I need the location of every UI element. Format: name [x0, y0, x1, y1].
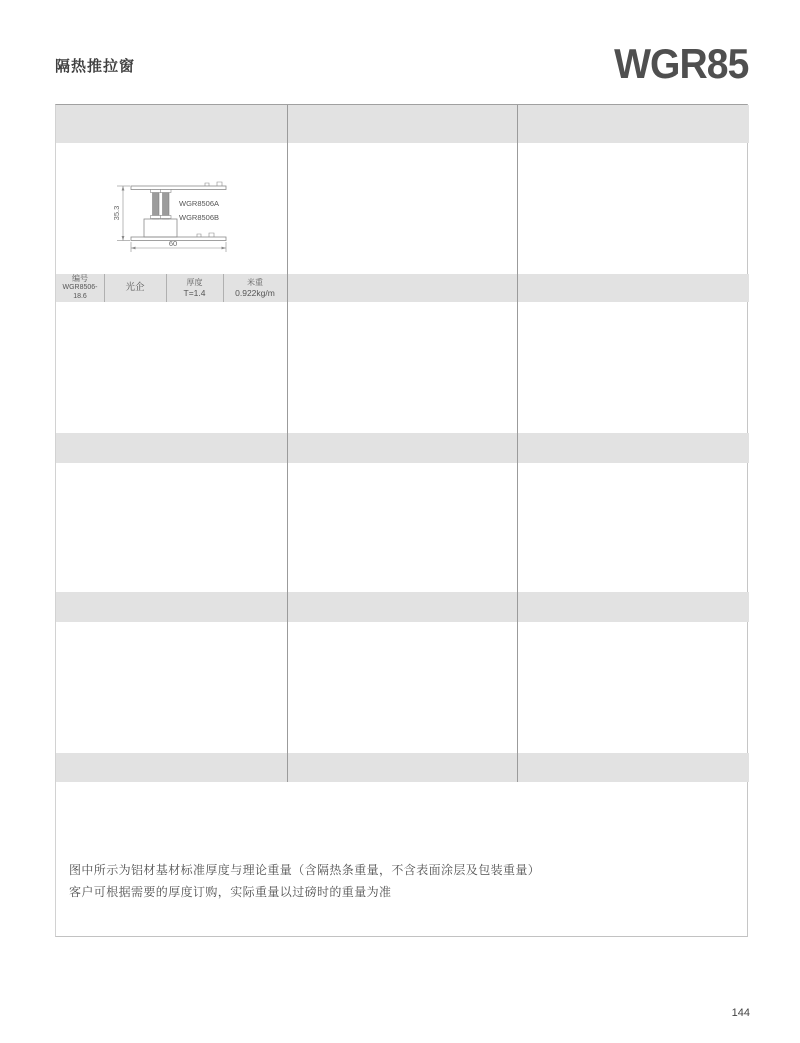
table-notes [69, 859, 689, 903]
section-band-3 [56, 592, 749, 622]
type-value: 光企 [125, 282, 145, 294]
spec-cell-divider-2 [166, 274, 167, 302]
spec-row [56, 274, 287, 302]
column-divider-1 [287, 105, 288, 782]
table-header-band [56, 105, 749, 143]
width-dimension-label: 60 [168, 239, 178, 248]
width-dimension [131, 242, 226, 252]
code-value: WGR8506-18.6 [62, 284, 98, 300]
code-label: 编号 [72, 274, 88, 284]
spec-cell-weight [223, 274, 287, 302]
thermal-break-strips [151, 190, 172, 220]
spec-cell-code [56, 274, 104, 302]
column-divider-2 [517, 105, 518, 782]
page-number: 144 [731, 1007, 750, 1019]
thickness-label: 厚度 [186, 277, 203, 287]
thickness-value: T=1.4 [183, 287, 206, 298]
weight-value: 0.922kg/m [235, 287, 275, 298]
page-title: 隔热推拉窗 [55, 58, 136, 75]
profile-cross-section-drawing [101, 173, 251, 263]
height-dimension-label: 35.3 [112, 205, 121, 221]
note-line-2: 客户可根据需要的厚度订购，实际重量以过磅时的重量为准 [69, 885, 392, 899]
spec-table [55, 104, 748, 937]
section-band-4 [56, 753, 749, 782]
spec-cell-thickness [166, 274, 223, 302]
profile-label-bottom: WGR8506B [179, 213, 220, 222]
section-band-2 [56, 433, 749, 463]
spec-cell-divider-3 [223, 274, 224, 302]
note-line-1: 图中所示为铝材基材标准厚度与理论重量（含隔热条重量，不含表面涂层及包装重量） [69, 863, 541, 877]
spec-cell-divider-1 [104, 274, 105, 302]
profile-label-top: WGR8506A [179, 199, 220, 208]
profile-outline [131, 182, 226, 241]
spec-cell-type [104, 274, 166, 302]
weight-label: 米重 [247, 277, 263, 287]
model-number: WGR85 [613, 40, 748, 87]
